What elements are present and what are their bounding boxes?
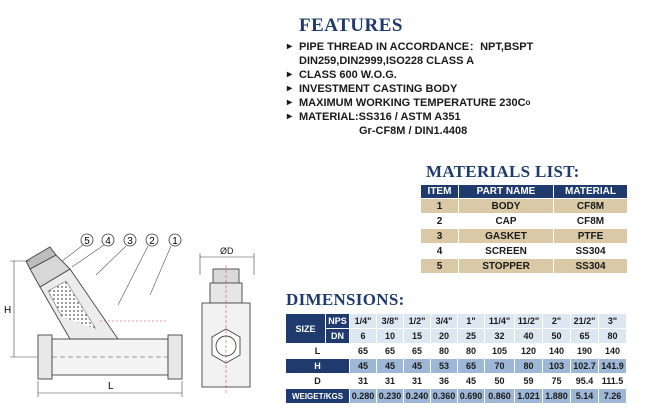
part-material: CF8M	[554, 214, 628, 229]
part-name: GASKET	[459, 229, 554, 244]
value-cell: 59	[515, 374, 543, 389]
degree-superscript: o	[525, 98, 531, 107]
value-cell: 45	[458, 374, 485, 389]
value-cell: 102.7	[571, 359, 599, 374]
feature-text: MAXIMUM WORKING TEMPERATURE 230C	[299, 97, 526, 109]
feature-item	[287, 110, 657, 138]
value-cell: 0.280	[350, 389, 377, 404]
part-material: PTFE	[554, 229, 628, 244]
value-cell: 140	[543, 344, 571, 359]
value-cell: 0.360	[431, 389, 458, 404]
dn-label: DN	[326, 329, 350, 344]
nps-label: NPS	[326, 314, 350, 329]
part-material: CF8M	[554, 199, 628, 214]
dn-row	[286, 329, 627, 344]
value-cell: 31	[350, 374, 377, 389]
header-material: MATERIAL	[554, 185, 628, 199]
nps-cell: 11/2"	[515, 314, 543, 329]
value-cell: 120	[515, 344, 543, 359]
dn-cell: 20	[431, 329, 458, 344]
feature-line: ▸ PIPE THREAD IN ACCORDANCE：NPT,BSPT	[299, 41, 534, 53]
item-number: 1	[421, 199, 459, 214]
dimension-row-weight	[286, 389, 627, 404]
dn-cell: 6	[350, 329, 377, 344]
part-material: SS304	[554, 259, 628, 274]
l-dimension	[38, 381, 182, 397]
callout-2: 2	[149, 236, 155, 247]
value-cell: 65	[350, 344, 377, 359]
dimension-row-l	[286, 344, 627, 359]
side-view	[26, 247, 182, 379]
feature-item	[287, 82, 657, 96]
value-cell: 80	[515, 359, 543, 374]
item-number: 3	[421, 229, 459, 244]
value-cell: 65	[377, 344, 404, 359]
dn-cell: 40	[515, 329, 543, 344]
dn-cell: 50	[543, 329, 571, 344]
value-cell: 31	[377, 374, 404, 389]
callout-4: 4	[105, 236, 111, 247]
value-cell: 50	[485, 374, 515, 389]
materials-title: MATERIALS LIST:	[426, 162, 580, 181]
value-cell: 45	[350, 359, 377, 374]
nps-cell: 1/4"	[350, 314, 377, 329]
part-name: STOPPER	[459, 259, 554, 274]
part-name: BODY	[459, 199, 554, 214]
row-label: WEIGET/KGS	[286, 389, 350, 404]
row-label: D	[286, 374, 350, 389]
value-cell: 70	[485, 359, 515, 374]
dn-cell: 25	[458, 329, 485, 344]
nps-row	[286, 314, 627, 329]
header-part-name: PART NAME	[459, 185, 554, 199]
value-cell: 36	[431, 374, 458, 389]
nps-cell: 1"	[458, 314, 485, 329]
row-label: L	[286, 344, 350, 359]
value-cell: 31	[404, 374, 431, 389]
l-label: L	[108, 381, 114, 392]
value-cell: 0.860	[485, 389, 515, 404]
nps-cell: 3"	[599, 314, 627, 329]
nps-cell: 1/2"	[404, 314, 431, 329]
h-label: H	[4, 305, 12, 316]
dn-cell: 15	[404, 329, 431, 344]
feature-line: DIN259,DIN2999,ISO228 CLASS A	[299, 55, 475, 67]
feature-line: ▸ MATERIAL:SS316 / ASTM A351	[299, 111, 461, 123]
value-cell: 190	[571, 344, 599, 359]
h-dimension	[4, 261, 38, 357]
value-cell: 7.26	[599, 389, 627, 404]
feature-line: Gr-CF8M / DIN1.4408	[359, 125, 468, 137]
part-name: CAP	[459, 214, 554, 229]
nps-cell: 2"	[543, 314, 571, 329]
value-cell: 5.14	[571, 389, 599, 404]
feature-item	[287, 68, 657, 82]
dimension-row-h	[286, 359, 627, 374]
item-number: 4	[421, 244, 459, 259]
table-row	[421, 229, 628, 244]
value-cell: 0.240	[404, 389, 431, 404]
part-material: SS304	[554, 244, 628, 259]
feature-item	[287, 96, 657, 110]
part-name: SCREEN	[459, 244, 554, 259]
nps-cell: 3/8"	[377, 314, 404, 329]
value-cell: 75	[543, 374, 571, 389]
dn-cell: 65	[571, 329, 599, 344]
materials-table	[420, 184, 628, 274]
value-cell: 140	[599, 344, 627, 359]
value-cell: 0.690	[458, 389, 485, 404]
table-row	[421, 214, 628, 229]
value-cell: 53	[431, 359, 458, 374]
dn-cell: 32	[485, 329, 515, 344]
callout-3: 3	[127, 236, 133, 247]
d-label: ØD	[220, 246, 234, 256]
value-cell: 105	[485, 344, 515, 359]
value-cell: 95.4	[571, 374, 599, 389]
value-cell: 1.880	[543, 389, 571, 404]
item-number: 2	[421, 214, 459, 229]
callout-1: 1	[172, 236, 178, 247]
value-cell: 45	[404, 359, 431, 374]
dimensions-table	[285, 313, 627, 404]
materials-header-row	[421, 185, 628, 199]
dimensions-title: DIMENSIONS:	[286, 290, 405, 309]
value-cell: 65	[404, 344, 431, 359]
table-row	[421, 244, 628, 259]
table-row	[421, 199, 628, 214]
dn-cell: 10	[377, 329, 404, 344]
nps-cell: 3/4"	[431, 314, 458, 329]
value-cell: 80	[458, 344, 485, 359]
row-label: H	[286, 359, 350, 374]
callout-5: 5	[84, 236, 90, 247]
value-cell: 103	[543, 359, 571, 374]
feature-line	[299, 96, 657, 110]
size-label: SIZE	[286, 314, 326, 344]
nps-cell: 21/2"	[571, 314, 599, 329]
features-title: FEATURES	[299, 15, 403, 36]
end-view	[200, 246, 254, 393]
value-cell: 111.5	[599, 374, 627, 389]
value-cell: 141.9	[599, 359, 627, 374]
feature-line: ▸ INVESTMENT CASTING BODY	[299, 83, 458, 95]
value-cell: 65	[458, 359, 485, 374]
feature-item	[287, 40, 657, 68]
value-cell: 1.021	[515, 389, 543, 404]
item-number: 5	[421, 259, 459, 274]
dimension-row-d	[286, 374, 627, 389]
header-item: ITEM	[421, 185, 459, 199]
value-cell: 80	[431, 344, 458, 359]
y-strainer-drawing	[0, 225, 280, 410]
nps-cell: 11/4"	[485, 314, 515, 329]
value-cell: 0.230	[377, 389, 404, 404]
table-row	[421, 259, 628, 274]
value-cell: 45	[377, 359, 404, 374]
dn-cell: 80	[599, 329, 627, 344]
feature-line: ▸ CLASS 600 W.O.G.	[299, 69, 397, 81]
features-list	[287, 40, 657, 138]
